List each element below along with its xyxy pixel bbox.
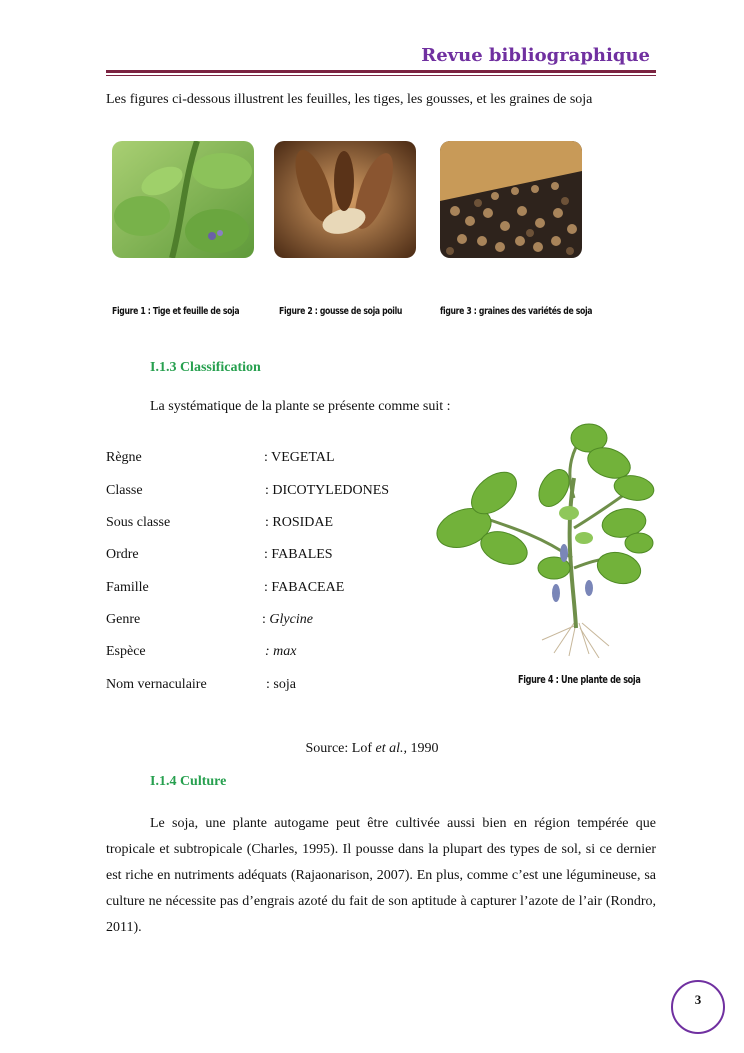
taxonomy-label: Sous classe: [106, 515, 171, 530]
figure-2-image: [274, 141, 416, 258]
source-citation: [0, 741, 744, 757]
taxonomy-label: Genre: [106, 612, 141, 627]
header-title: Revue bibliographique: [421, 45, 650, 66]
taxonomy-value: : DICOTYLEDONES: [265, 483, 390, 498]
taxonomy-row: [106, 450, 436, 468]
taxonomy-value: : FABACEAE: [264, 580, 345, 595]
figure-1-image: [112, 141, 254, 258]
taxonomy-row: [106, 677, 436, 695]
intro-text: Les figures ci-dessous illustrent les feuilles, les tiges, les gousses, et les graines de soja: [106, 92, 593, 107]
classification-intro: La systématique de la plante se présente comme suit :: [150, 399, 451, 414]
taxonomy-value-prefix: :: [262, 612, 270, 627]
figure-1-caption: Figure 1 : Tige et feuille de soja: [112, 306, 240, 317]
taxonomy-label: Nom vernaculaire: [106, 677, 207, 692]
page-number: 3: [694, 992, 702, 1007]
taxonomy-value: : soja: [266, 677, 296, 692]
taxonomy-label: Règne: [106, 450, 142, 465]
figure-4-image: [424, 418, 656, 658]
taxonomy-row: [106, 580, 436, 598]
taxonomy-row: [106, 515, 436, 533]
culture-paragraph: [106, 811, 656, 941]
taxonomy-label: Famille: [106, 580, 149, 595]
taxonomy-label: Ordre: [106, 547, 139, 562]
taxonomy-value: Glycine: [269, 612, 313, 627]
figure-2-caption: Figure 2 : gousse de soja poilu: [279, 306, 403, 317]
figure-3-image: [440, 141, 582, 258]
source-etal: et al.,: [375, 741, 407, 756]
taxonomy-label: Classe: [106, 483, 143, 498]
figure-4-caption: Figure 4 : Une plante de soja: [518, 674, 641, 686]
taxonomy-value: : max: [265, 644, 297, 659]
page-number-badge: [671, 980, 725, 1034]
culture-heading: I.1.4 Culture: [150, 774, 227, 789]
taxonomy-row: [106, 483, 436, 501]
taxonomy-row: [106, 547, 436, 565]
header-rule-thick: [106, 70, 656, 73]
taxonomy-value: : ROSIDAE: [265, 515, 334, 530]
taxonomy-label: Espèce: [106, 644, 146, 659]
figure-3-caption: figure 3 : graines des variétés de soja: [440, 306, 593, 317]
culture-paragraph-text: Le soja, une plante autogame peut être cultivée aussi bien en région tempérée que tropicale et subtropicale (Charles, 1995). Il pousse dans la plupart des types de sol, si ce dernier est riche en nutriments adéquats (Rajaonarison, 2007). En plus, comme c’est une légumineuse, sa culture ne nécessite pas d’engrais azoté du fait de son aptitude à capturer l’azote de l’air (Rondro, 2011).: [106, 816, 656, 935]
classification-heading: I.1.3 Classification: [150, 360, 261, 375]
taxonomy-value: : FABALES: [264, 547, 333, 562]
source-prefix: Source: Lof: [305, 741, 376, 756]
header-rule-thin: [106, 75, 656, 76]
source-year: 1990: [406, 741, 439, 756]
taxonomy-row: [106, 644, 436, 662]
taxonomy-value: : VEGETAL: [264, 450, 335, 465]
taxonomy-row: [106, 612, 436, 630]
